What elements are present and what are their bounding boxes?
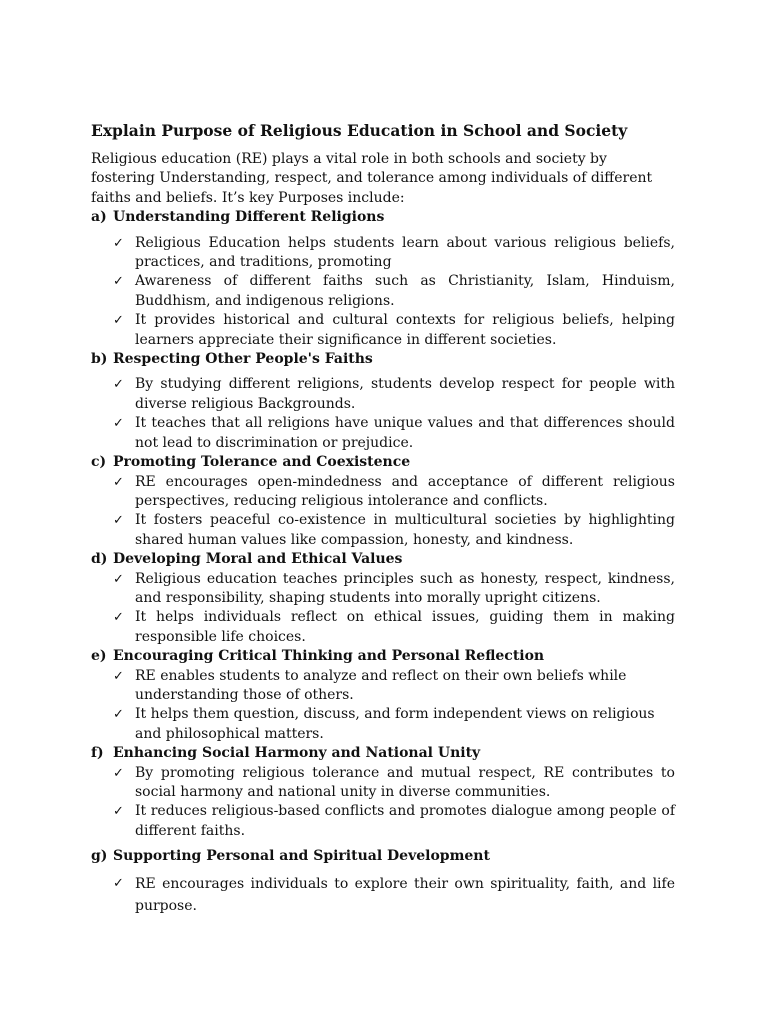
section-title: Encouraging Critical Thinking and Personal Reflection <box>113 648 545 665</box>
checkmark-icon: ✓ <box>113 804 124 820</box>
section-letter: b) <box>91 351 108 368</box>
list-item-text: RE enables students to analyze and reflect on their own beliefs while understanding those of others. <box>135 667 627 703</box>
bullet-list <box>91 473 675 551</box>
section-heading <box>91 744 675 763</box>
list-item-text: By studying different religions, students develop respect for people with diverse religious Backgrounds. <box>135 376 675 412</box>
checkmark-icon: ✓ <box>113 875 124 891</box>
checkmark-icon: ✓ <box>113 474 124 490</box>
list-item <box>113 608 675 647</box>
list-item-text: Religious education teaches principles such as honesty, respect, kindness, and responsibility, shaping students into morally upright citizens. <box>135 570 675 606</box>
checkmark-icon: ✓ <box>113 668 124 684</box>
section-f <box>91 744 675 841</box>
list-item-text: It helps individuals reflect on ethical issues, guiding them in making responsible life choices. <box>135 609 675 645</box>
list-item <box>113 764 675 803</box>
section-letter: g) <box>91 848 108 865</box>
checkmark-icon: ✓ <box>113 610 124 626</box>
section-d <box>91 550 675 647</box>
section-heading <box>91 847 675 866</box>
section-letter: e) <box>91 648 107 665</box>
checkmark-icon: ✓ <box>113 513 124 529</box>
list-item <box>113 873 675 917</box>
section-heading <box>91 550 675 569</box>
section-title: Promoting Tolerance and Coexistence <box>113 454 411 471</box>
list-item <box>113 272 675 311</box>
document-content <box>91 121 675 917</box>
bullet-list <box>91 764 675 842</box>
section-title: Supporting Personal and Spiritual Development <box>113 848 490 865</box>
intro-paragraph: Religious education (RE) plays a vital role in both schools and society by fostering Understanding, respect, and tolerance among individuals of different faiths and beliefs. It’s key Purposes include: <box>91 151 653 206</box>
list-item-text: Religious Education helps students learn about various religious beliefs, practices, and traditions, promoting <box>135 234 675 271</box>
list-item-text: It reduces religious-based conflicts and promotes dialogue among people of different faiths. <box>135 803 675 839</box>
list-item-text: RE encourages individuals to explore their own spirituality, faith, and life purpose. <box>135 875 675 914</box>
list-item-text: It helps them question, discuss, and form independent views on religious and philosophical matters. <box>135 706 655 742</box>
checkmark-icon: ✓ <box>113 765 124 781</box>
list-item-text: It teaches that all religions have unique values and that differences should not lead to discrimination or prejudice. <box>135 415 675 451</box>
section-letter: f) <box>91 745 104 762</box>
list-item <box>113 570 675 609</box>
list-item <box>113 311 675 350</box>
bullet-list <box>91 570 675 648</box>
list-item-text: Awareness of different faiths such as Christianity, Islam, Hinduism, Buddhism, and indigenous religions. <box>135 273 675 309</box>
list-item <box>113 511 675 550</box>
checkmark-icon: ✓ <box>113 274 124 290</box>
bullet-list <box>91 667 675 745</box>
section-g <box>91 847 675 916</box>
list-item <box>113 375 675 414</box>
section-title: Developing Moral and Ethical Values <box>113 551 403 568</box>
checkmark-icon: ✓ <box>113 707 124 723</box>
section-title: Understanding Different Religions <box>113 209 385 226</box>
section-letter: a) <box>91 209 107 226</box>
section-b <box>91 350 675 453</box>
section-e <box>91 647 675 744</box>
section-letter: c) <box>91 454 107 471</box>
section-heading <box>91 350 675 369</box>
bullet-list <box>91 375 675 453</box>
checkmark-icon: ✓ <box>113 235 124 251</box>
section-title: Respecting Other People's Faiths <box>113 351 373 368</box>
list-item <box>113 667 675 706</box>
section-heading <box>91 453 675 472</box>
section-c <box>91 453 675 550</box>
list-item <box>113 473 675 512</box>
checkmark-icon: ✓ <box>113 313 124 329</box>
section-letter: d) <box>91 551 108 568</box>
bullet-list <box>91 873 675 917</box>
list-item <box>113 234 675 273</box>
list-item <box>113 802 675 841</box>
checkmark-icon: ✓ <box>113 416 124 432</box>
list-item-text: It provides historical and cultural contexts for religious beliefs, helping learners appreciate their significance in different societies. <box>135 312 675 348</box>
section-title: Enhancing Social Harmony and National Unity <box>113 745 481 762</box>
checkmark-icon: ✓ <box>113 377 124 393</box>
list-item <box>113 414 675 453</box>
bullet-list <box>91 234 675 350</box>
list-item-text: RE encourages open-mindedness and acceptance of different religious perspectives, reducing religious intolerance and conflicts. <box>135 473 675 509</box>
section-heading <box>91 208 675 227</box>
list-item-text: By promoting religious tolerance and mutual respect, RE contributes to social harmony and national unity in diverse communities. <box>135 764 675 800</box>
section-heading <box>91 647 675 666</box>
list-item-text: It fosters peaceful co-existence in multicultural societies by highlighting shared human values like compassion, honesty, and kindness. <box>135 512 675 548</box>
document-title: Explain Purpose of Religious Education in School and Society <box>91 121 628 140</box>
list-item <box>113 705 675 744</box>
checkmark-icon: ✓ <box>113 571 124 587</box>
section-a <box>91 208 675 350</box>
